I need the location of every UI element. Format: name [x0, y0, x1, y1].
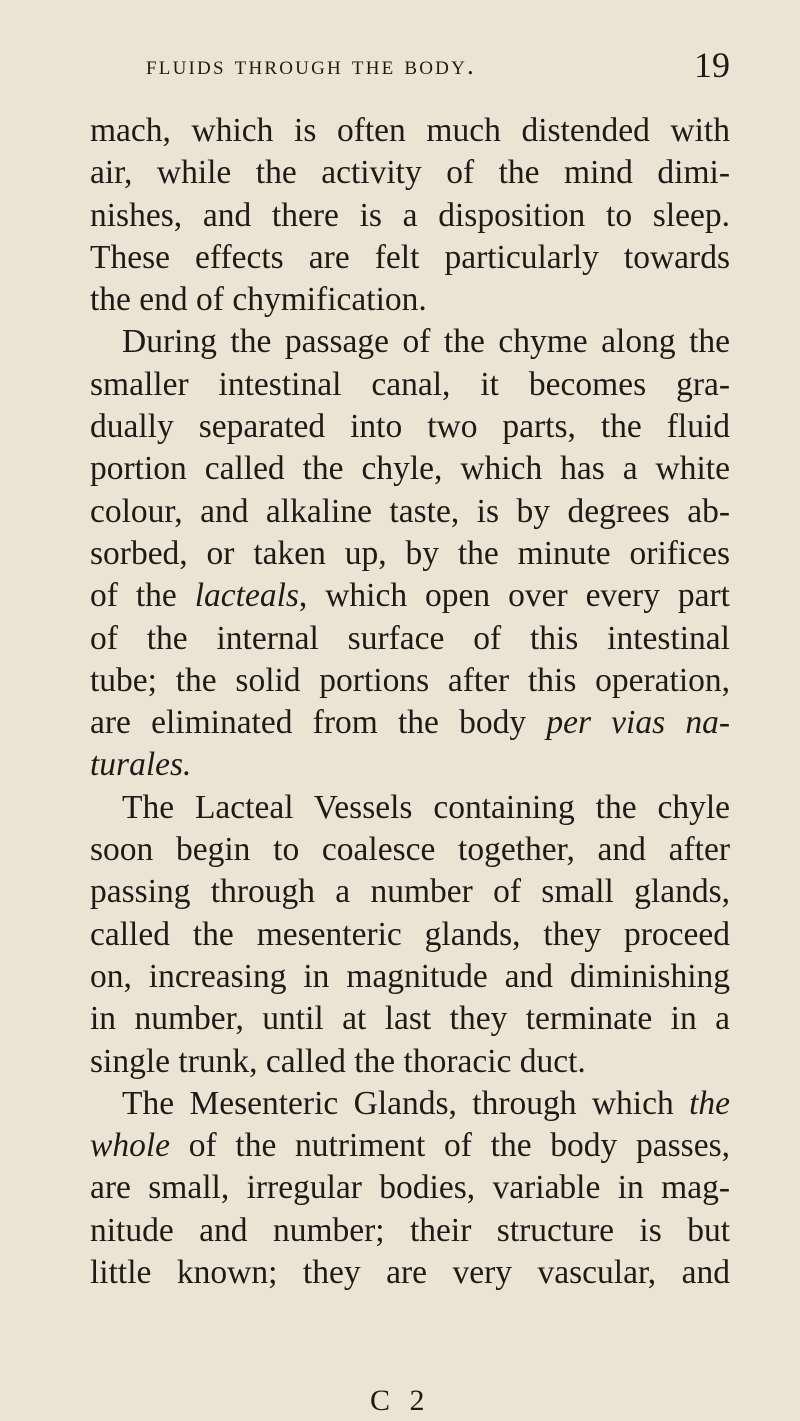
text-line: soon begin to coalesce together, and after: [90, 831, 730, 869]
text-line: are eliminated from the body per vias na-: [90, 704, 730, 742]
text-line: of the internal surface of this intestinal: [90, 619, 730, 657]
text-line: mach, which is often much distended with: [90, 112, 730, 149]
text-line: dually separated into two parts, the fluid: [90, 408, 730, 446]
text-line: of the lacteals, which open over every part: [90, 577, 730, 615]
text-line: air, while the activity of the mind dimi-: [90, 154, 730, 192]
running-title: fluids through the body.: [146, 50, 476, 80]
text-line: The Mesenteric Glands, through which the: [122, 1084, 730, 1122]
text-line: colour, and alkaline taste, is by degrees ab-: [90, 492, 730, 530]
text-line: whole of the nutriment of the body passes,: [90, 1127, 730, 1165]
text-line: tube; the solid portions after this operation,: [90, 661, 730, 699]
text-line: the end of chymification.: [90, 281, 427, 319]
text-line: little known; they are very vascular, and: [90, 1254, 730, 1292]
text-line: nitude and number; their structure is but: [90, 1211, 730, 1249]
text-line: These effects are felt particularly towards: [90, 238, 730, 276]
text-line: sorbed, or taken up, by the minute orifices: [90, 534, 730, 572]
page-number: 19: [694, 45, 730, 85]
text-line: nishes, and there is a disposition to sleep.: [90, 196, 730, 234]
text-line: passing through a number of small glands,: [90, 873, 730, 911]
text-line: called the mesenteric glands, they proceed: [90, 915, 730, 953]
text-line: single trunk, called the thoracic duct.: [90, 1042, 586, 1080]
body-text: [90, 110, 730, 1294]
text-line: are small, irregular bodies, variable in mag-: [90, 1169, 730, 1207]
text-line: smaller intestinal canal, it becomes gra-: [90, 365, 730, 403]
text-line: on, increasing in magnitude and diminishing: [90, 957, 730, 995]
text-line: portion called the chyle, which has a white: [90, 450, 730, 488]
text-line: During the passage of the chyme along the: [122, 323, 730, 361]
text-line: turales.: [90, 746, 192, 784]
running-head: [90, 44, 730, 84]
signature-mark: C 2: [370, 1384, 431, 1417]
text-line: in number, until at last they terminate in a: [90, 1000, 730, 1038]
text-line: The Lacteal Vessels containing the chyle: [122, 788, 730, 826]
